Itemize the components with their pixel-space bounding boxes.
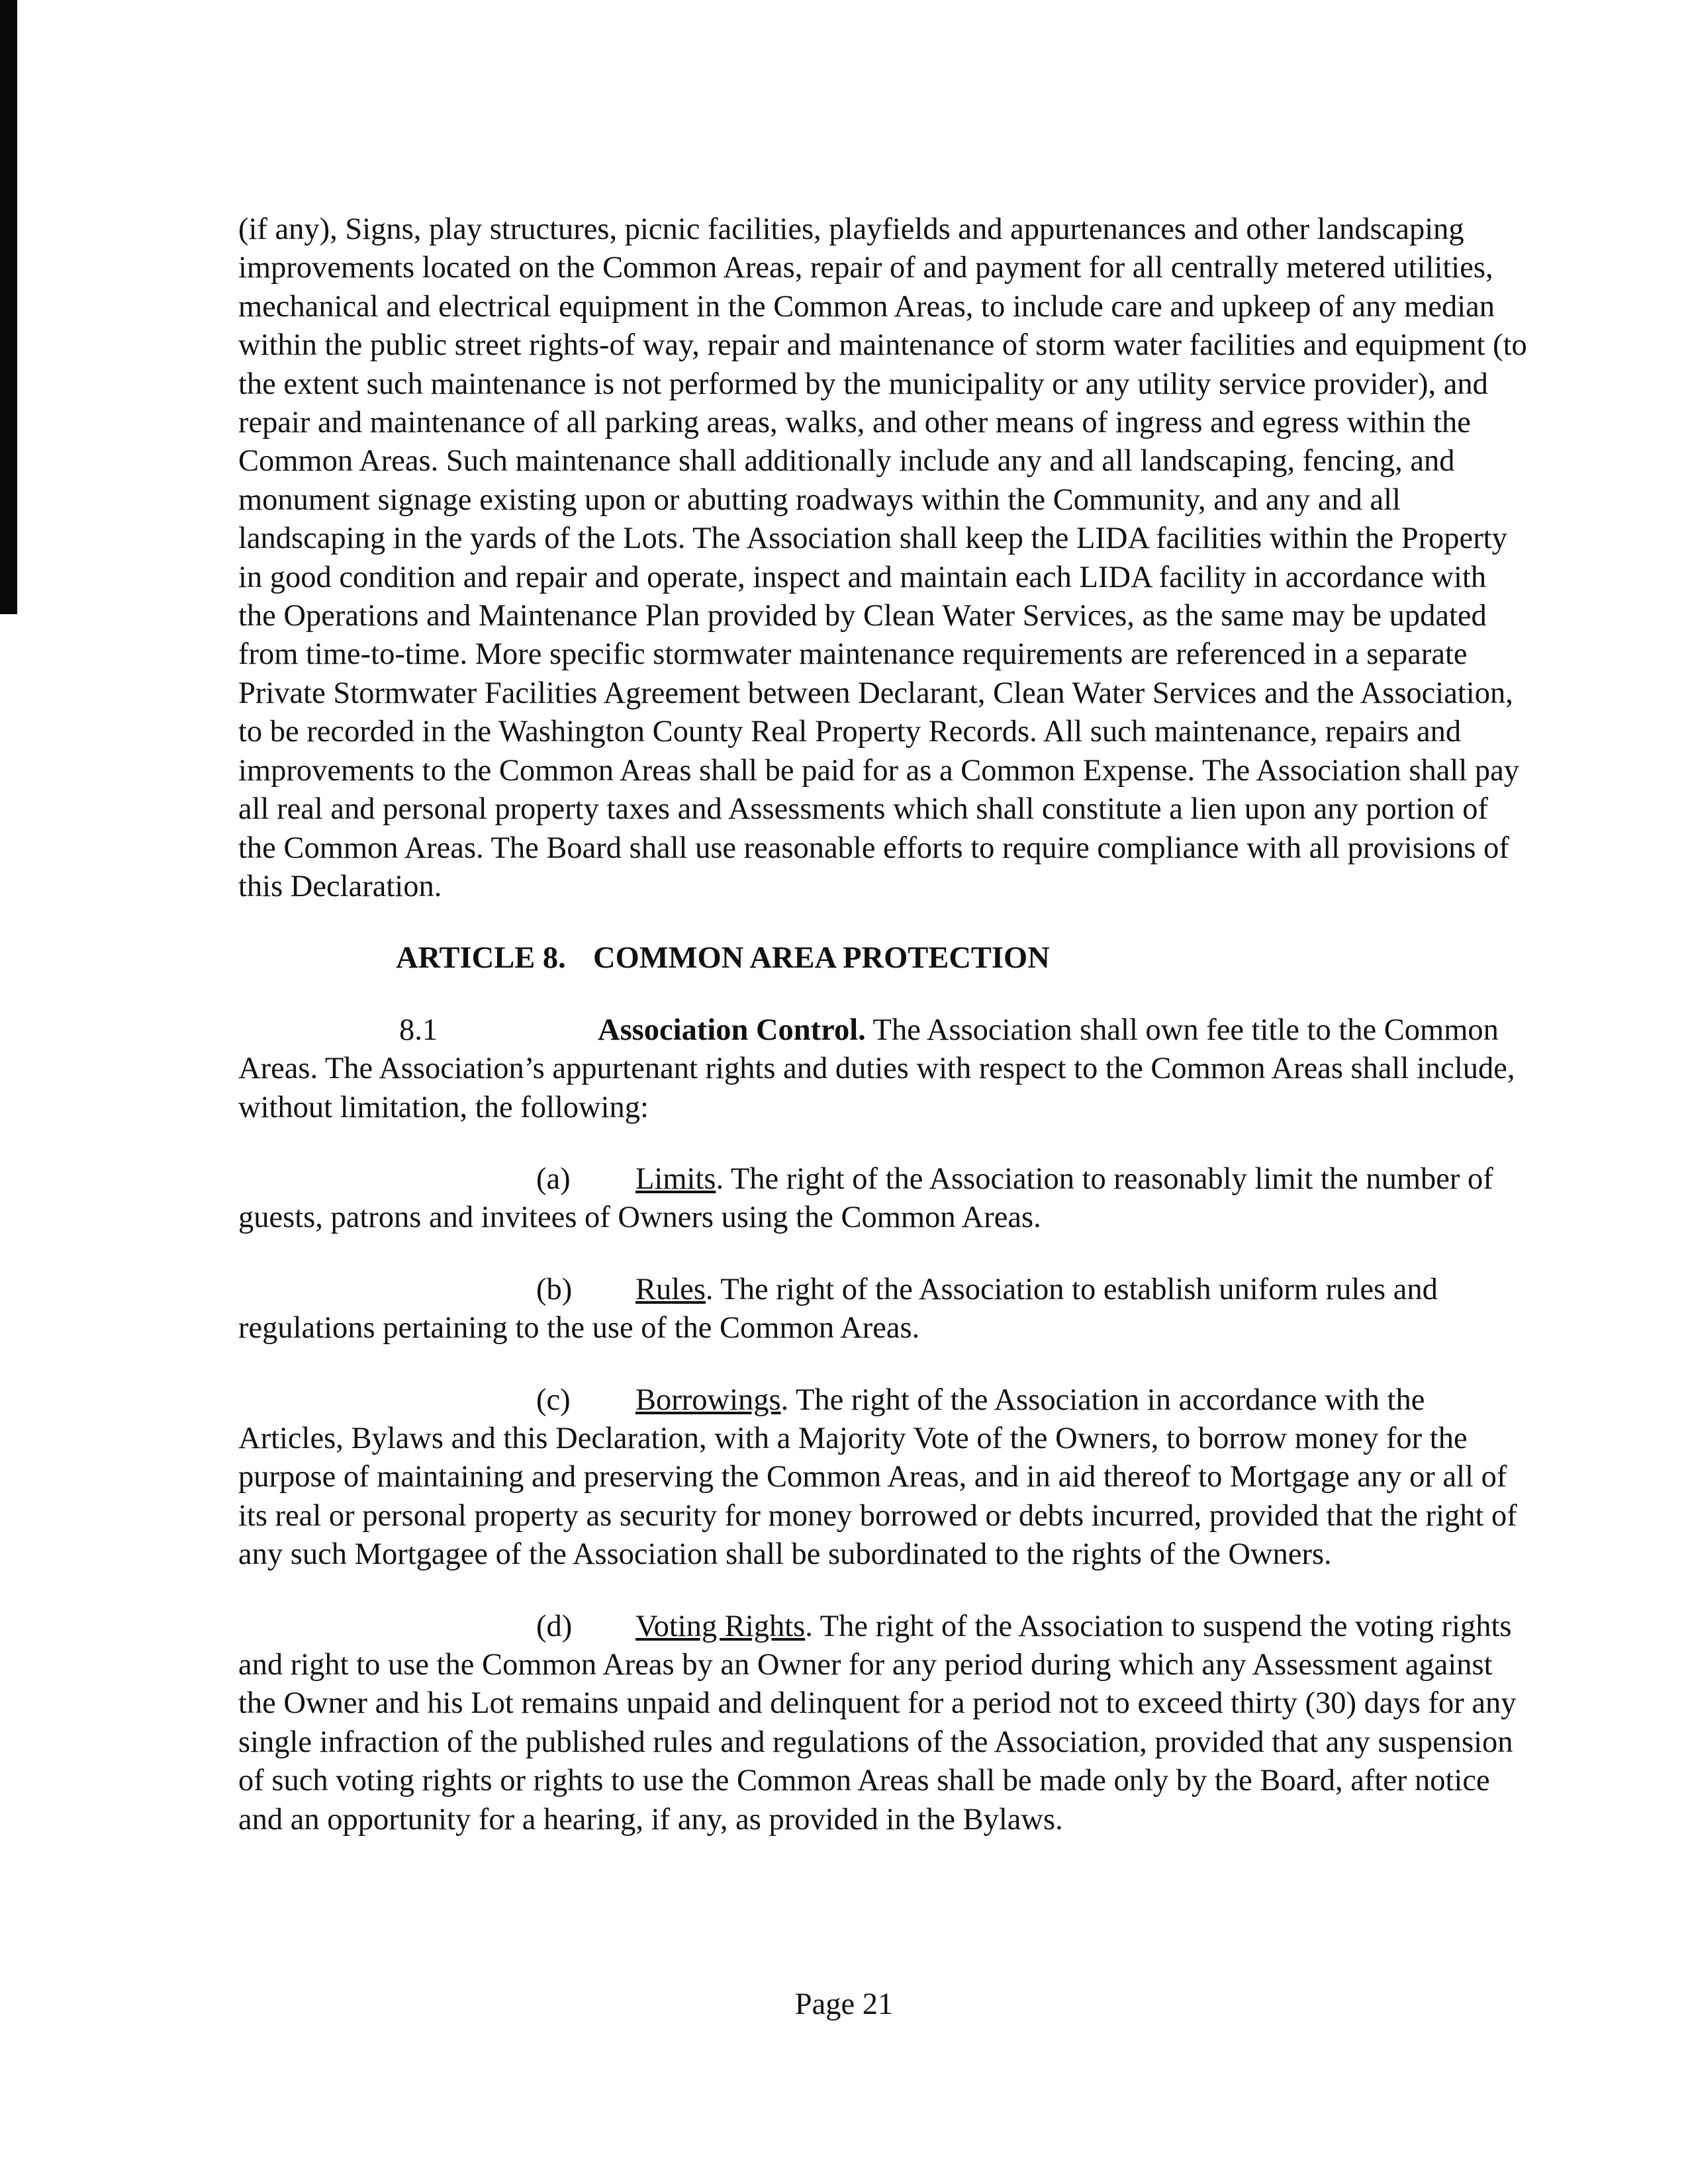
- subsection-title: Borrowings: [635, 1383, 781, 1417]
- subsection-title: Limits: [635, 1161, 716, 1196]
- subsection-letter: (b): [536, 1272, 573, 1306]
- article-heading: [238, 939, 1529, 978]
- scan-edge-shadow: [0, 0, 17, 614]
- subsection-text: . The right of the Association in accordance with the Articles, Bylaws and this Declaration, with a Majority Vote of the Owners, to borrow money for the purpose of maintaining and preserving the Common Areas, and in aid thereof to Mortgage any or all of its real or personal property as security for money borrowed or debts incurred, provided that the right of any such Mortgagee of the Association shall be subordinated to the rights of the Owners.: [238, 1383, 1517, 1572]
- subsection-letter: (d): [536, 1609, 573, 1643]
- subsection-a: [238, 1160, 1529, 1238]
- section-title: Association Control.: [598, 1013, 866, 1047]
- section-8-1: [238, 1011, 1529, 1127]
- subsection-d: [238, 1608, 1529, 1839]
- subsection-text: . The right of the Association to suspend the voting rights and right to use the Common Areas by an Owner for any period during which any Assessment against the Owner and his Lot remains unpaid and delinquent for a period not to exceed thirty (30) days for any single infraction of the published rules and regulations of the Association, provided that any suspension of such voting rights or rights to use the Common Areas shall be made only by the Board, after notice and an opportunity for a hearing, if any, as provided in the Bylaws.: [238, 1609, 1517, 1837]
- subsection-text: . The right of the Association to establish uniform rules and regulations pertaining to the use of the Common Areas.: [238, 1272, 1438, 1345]
- article-title: COMMON AREA PROTECTION: [593, 941, 1050, 976]
- subsection-title: Voting Rights: [635, 1609, 806, 1643]
- intro-paragraph: (if any), Signs, play structures, picnic facilities, playfields and appurtenances and other landscaping improvements located on the Common Areas, repair of and payment for all centrally metered utilities, mechanical and electrical equipment in the Common Areas, to include care and upkeep of any median within the public street rights-of way, repair and maintenance of storm water facilities and equipment (to the extent such maintenance is not performed by the municipality or any utility service provider), and repair and maintenance of all parking areas, walks, and other means of ingress and egress within the Common Areas. Such maintenance shall additionally include any and all landscaping, fencing, and monument signage existing upon or abutting roadways within the Community, and any and all landscaping in the yards of the Lots. The Association shall keep the LIDA facilities within the Property in good condition and repair and operate, inspect and maintain each LIDA facility in accordance with the Operations and Maintenance Plan provided by Clean Water Services, as the same may be updated from time-to-time. More specific stormwater maintenance requirements are referenced in a separate Private Stormwater Facilities Agreement between Declarant, Clean Water Services and the Association, to be recorded in the Washington County Real Property Records. All such maintenance, repairs and improvements to the Common Areas shall be paid for as a Common Expense. The Association shall pay all real and personal property taxes and Assessments which shall constitute a lien upon any portion of the Common Areas. The Board shall use reasonable efforts to require compliance with all provisions of this Declaration.: [238, 212, 1527, 903]
- subsection-letter: (c): [536, 1383, 571, 1417]
- subsection-b: [238, 1271, 1529, 1348]
- article-number: ARTICLE 8.: [396, 941, 566, 976]
- subsection-c: [238, 1381, 1529, 1574]
- subsection-text: . The right of the Association to reasonably limit the number of guests, patrons and invitees of Owners using the Common Areas.: [238, 1161, 1493, 1235]
- page-number: Page 21: [794, 1987, 894, 2021]
- document-page: [238, 210, 1529, 1872]
- subsection-letter: (a): [536, 1161, 571, 1196]
- subsection-title: Rules: [635, 1272, 706, 1306]
- section-text: The Association shall own fee title to the Common Areas. The Association’s appurtenant rights and duties with respect to the Common Areas shall include, without limitation, the following:: [238, 1013, 1515, 1124]
- section-number: 8.1: [399, 1013, 438, 1047]
